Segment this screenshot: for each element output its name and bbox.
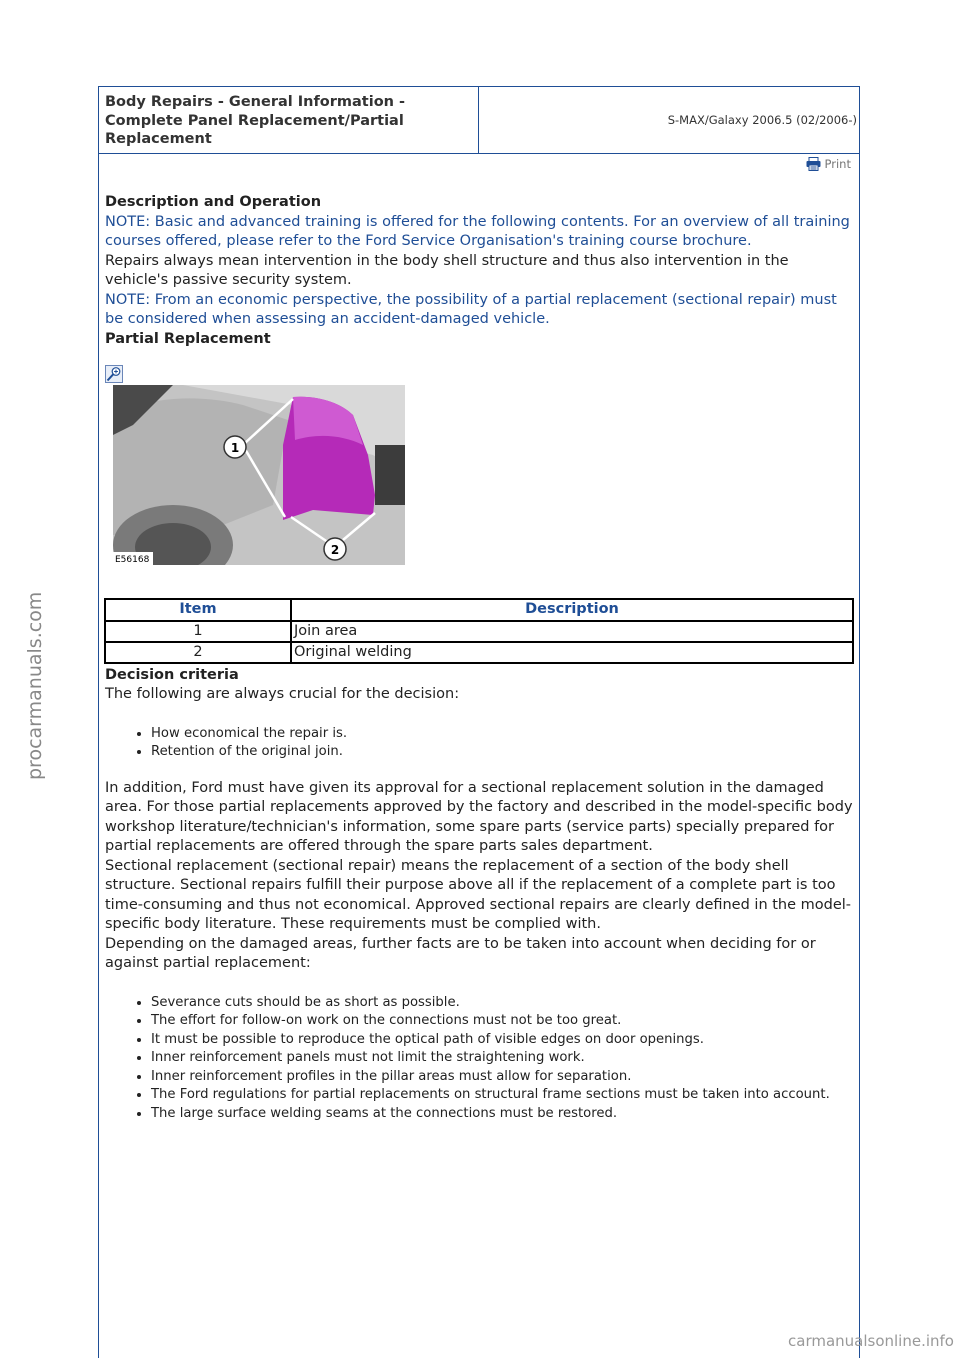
- list-item: • The effort for follow-on work on the connections must not be too great.: [151, 1012, 853, 1031]
- manual-page: [98, 86, 860, 1358]
- side-watermark: procarmanuals.com: [24, 591, 46, 780]
- table-row: [105, 621, 853, 642]
- list-item: • The large surface welding seams at the connections must be restored.: [151, 1105, 853, 1124]
- cell-description: Join area: [291, 621, 853, 642]
- cell-item: 1: [105, 621, 291, 642]
- list-item: • Inner reinforcement profiles in the pillar areas must allow for separation.: [151, 1068, 853, 1087]
- footer-watermark: carmanualsonline.info: [788, 1332, 954, 1350]
- zoom-icon: [105, 365, 123, 383]
- decision-list: [105, 725, 853, 762]
- callout-1: 1: [230, 441, 240, 455]
- header-description: Description: [291, 599, 853, 621]
- criteria-list: [105, 994, 853, 1124]
- section-title: Description and Operation: [105, 194, 322, 210]
- zoom-button[interactable]: [105, 365, 123, 383]
- list-item: • Severance cuts should be as short as possible.: [151, 994, 853, 1013]
- table-row: [105, 642, 853, 663]
- items-table: [104, 598, 854, 664]
- page-header: [99, 87, 859, 154]
- cell-description: Original welding: [291, 642, 853, 663]
- cell-item: 2: [105, 642, 291, 663]
- list-item: • It must be possible to reproduce the optical path of visible edges on door openings.: [151, 1031, 853, 1050]
- list-item: • Inner reinforcement panels must not limit the straightening work.: [151, 1049, 853, 1068]
- note-training: NOTE: Basic and advanced training is offered for the following contents. For an overview of all training courses offered, please refer to the Ford Service Organisation's training course brochure.: [105, 213, 850, 249]
- paragraph-repairs: Repairs always mean intervention in the body shell structure and thus also intervention in the vehicle's passive security system.: [105, 252, 789, 288]
- body-panel-figure: [113, 385, 405, 565]
- decision-heading: Decision criteria: [105, 666, 239, 683]
- paragraph-approval: In addition, Ford must have given its approval for a sectional replacement solution in the damaged area. For those partial replacements approved by the factory and described in the model-specific body workshop literature/technician's information, some spare parts (service parts) specially prepared for partial replacements are offered through the spare parts sales department.: [105, 779, 853, 854]
- figure-code: E56168: [115, 555, 150, 565]
- decision-intro: The following are always crucial for the decision:: [105, 686, 460, 702]
- printer-icon: [806, 157, 821, 171]
- table-header-row: [105, 599, 853, 621]
- paragraph-damaged-areas: Depending on the damaged areas, further facts are to be taken into account when deciding for or against partial replacement:: [105, 935, 816, 971]
- print-button[interactable]: [806, 157, 851, 171]
- header-item: Item: [105, 599, 291, 621]
- list-item: • Retention of the original join.: [151, 743, 853, 762]
- page-title: Body Repairs - General Information - Complete Panel Replacement/Partial Replacement: [99, 87, 479, 153]
- note-economic: NOTE: From an economic perspective, the possibility of a partial replacement (sectional repair) must be considered when assessing an accident-damaged vehicle.: [105, 291, 837, 327]
- paragraph-sectional: Sectional replacement (sectional repair) means the replacement of a section of the body shell structure. Sectional repairs fulfill their purpose above all if the replacement of a complete part is too time-consuming and thus not economical. Approved sectional repairs are clearly defined in the model-specific body literature. These requirements must be complied with.: [105, 857, 852, 932]
- partial-replacement-heading: Partial Replacement: [105, 330, 271, 347]
- list-item: • The Ford regulations for partial replacements on structural frame sections must be taken into account.: [151, 1086, 853, 1105]
- content: [105, 193, 853, 1123]
- print-label: Print: [824, 157, 851, 171]
- model-text: S-MAX/Galaxy 2006.5 (02/2006-): [667, 113, 857, 127]
- list-item: • How economical the repair is.: [151, 725, 853, 744]
- callout-2: 2: [330, 543, 340, 557]
- model-label: [479, 87, 859, 153]
